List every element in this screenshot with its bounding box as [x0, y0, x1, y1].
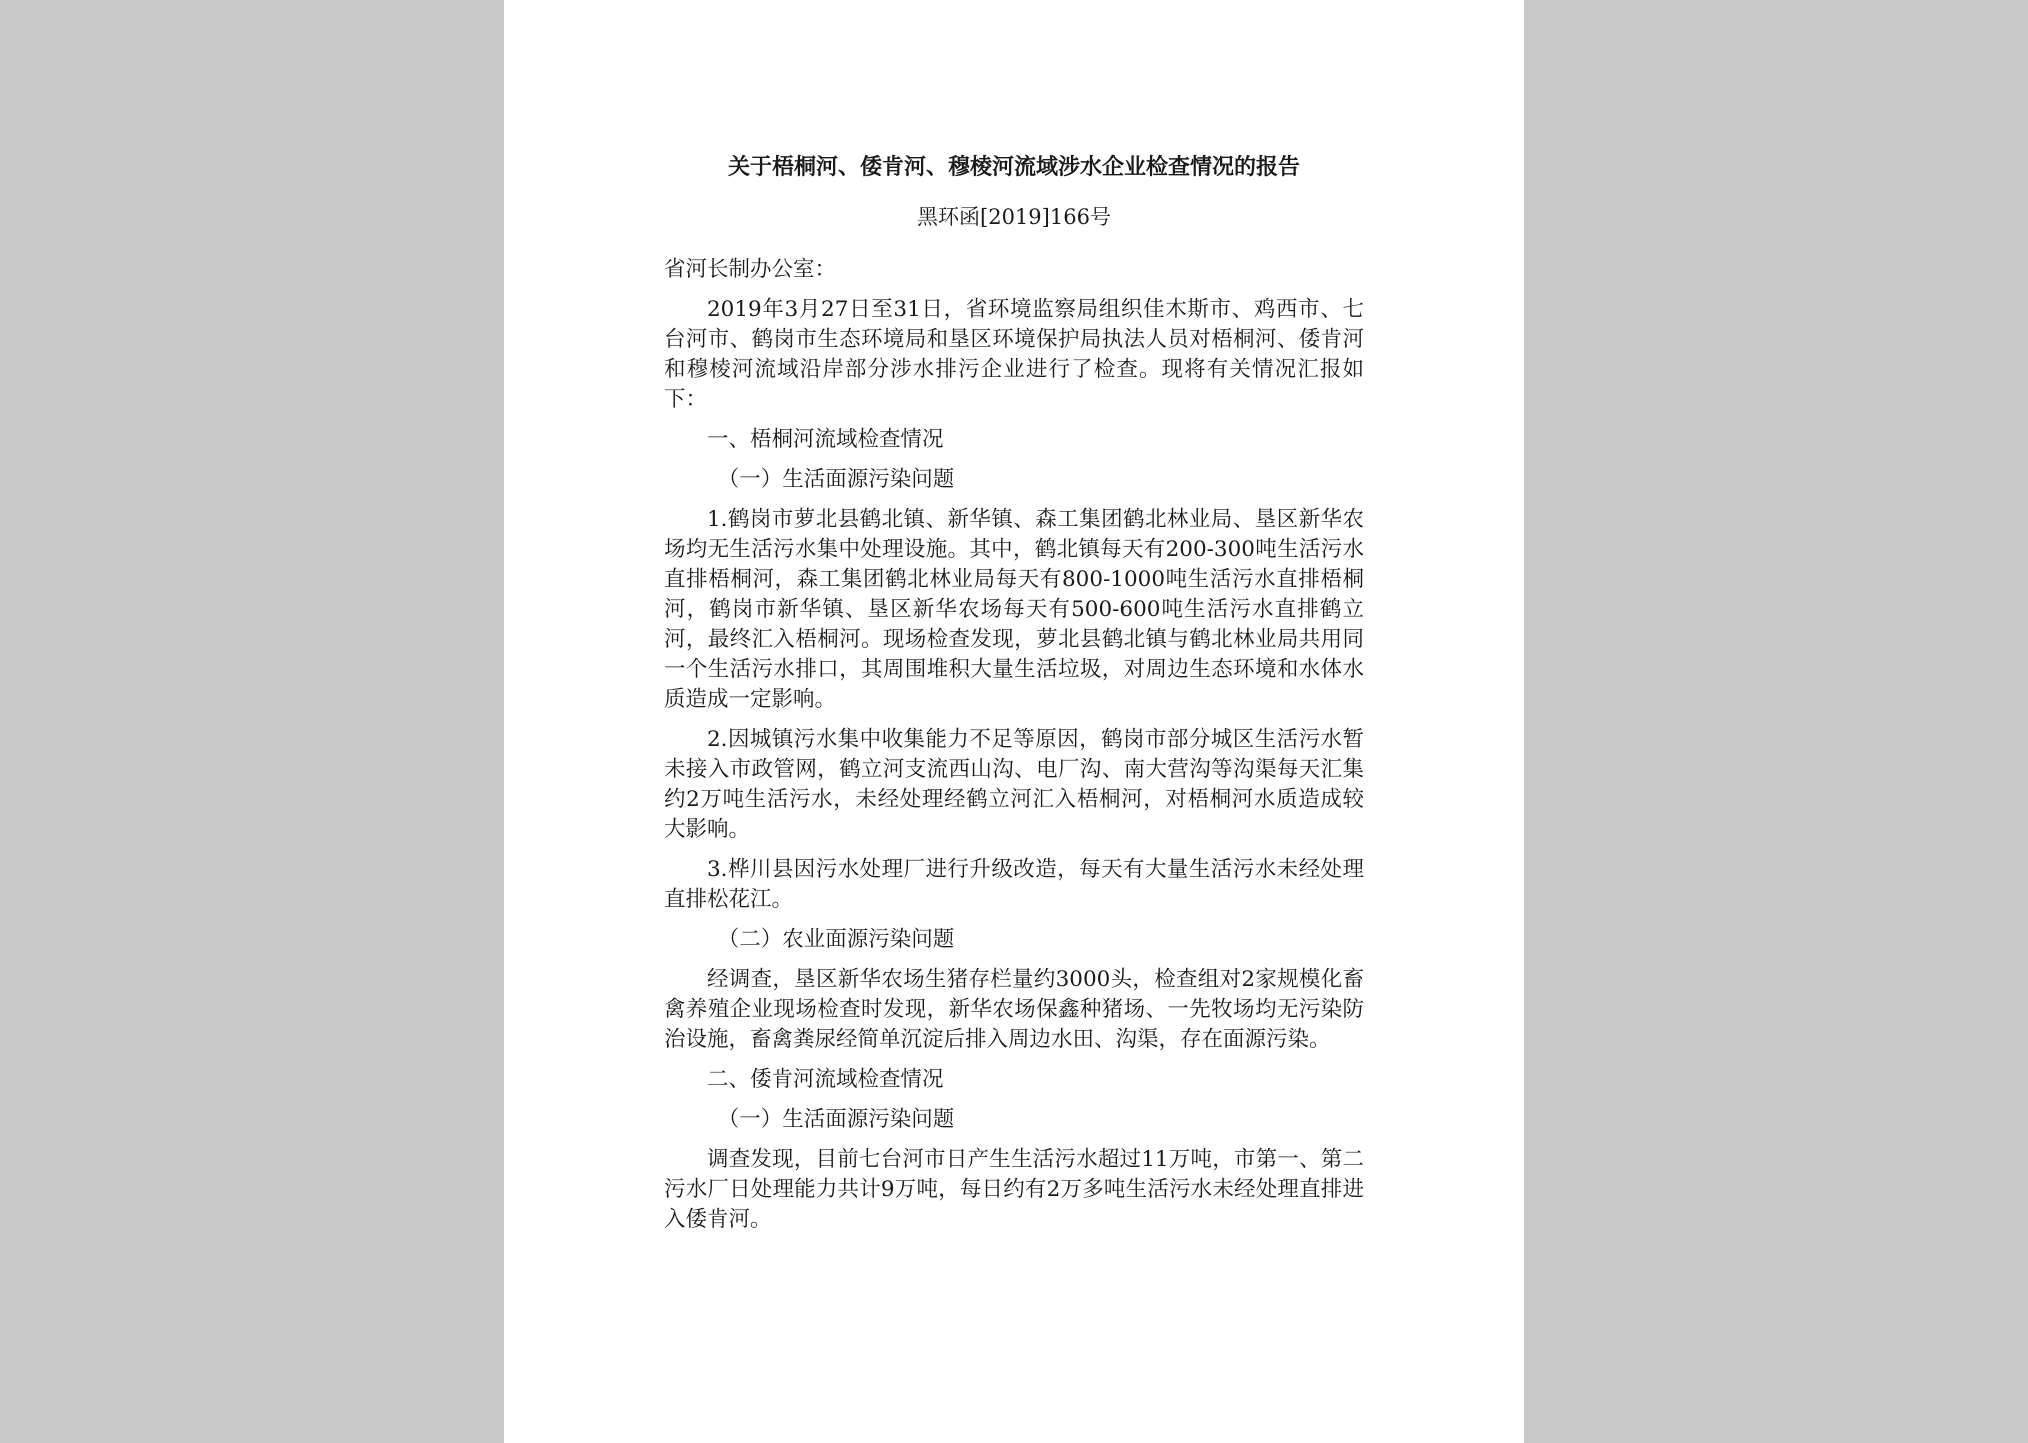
paragraph: 经调查，垦区新华农场生猪存栏量约3000头，检查组对2家规模化畜禽养殖企业现场检查时发现，新华农场保鑫种猪场、一先牧场均无污染防治设施，畜禽粪尿经简单沉淀后排入周边水田、沟渠，存在面源污染。 [664, 967, 1364, 1052]
document-number: 黑环函[2019]166号 [917, 205, 1111, 229]
subsection-heading-1-2: （二）农业面源污染问题 [717, 927, 955, 952]
salutation: 省河长制办公室： [664, 257, 837, 282]
subsection-heading-2-1: （一）生活面源污染问题 [717, 1107, 955, 1132]
document-page[interactable] [504, 0, 1524, 1443]
subsection-heading-1-1: （一）生活面源污染问题 [717, 467, 955, 492]
section-heading-2: 二、倭肯河流域检查情况 [707, 1067, 944, 1092]
intro-paragraph: 2019年3月27日至31日，省环境监察局组织佳木斯市、鸡西市、七台河市、鹤岗市生态环境局和垦区环境保护局执法人员对梧桐河、倭肯河和穆棱河流域沿岸部分涉水排污企业进行了检查。现将有关情况汇报如下： [664, 297, 1364, 412]
paragraph: 调查发现，目前七台河市日产生生活污水超过11万吨，市第一、第二污水厂日处理能力共计9万吨，每日约有2万多吨生活污水未经处理直排进入倭肯河。 [664, 1147, 1364, 1232]
paragraph: 1.鹤岗市萝北县鹤北镇、新华镇、森工集团鹤北林业局、垦区新华农场均无生活污水集中处理设施。其中，鹤北镇每天有200-300吨生活污水直排梧桐河，森工集团鹤北林业局每天有800-1000吨生活污水直排梧桐河，鹤岗市新华镇、垦区新华农场每天有500-600吨生活污水直排鹤立河，最终汇入梧桐河。现场检查发现，萝北县鹤北镇与鹤北林业局共用同一个生活污水排口，其周围堆积大量生活垃圾，对周边生态环境和水体水质造成一定影响。 [664, 507, 1364, 712]
section-heading-1: 一、梧桐河流域检查情况 [707, 427, 944, 452]
document-title: 关于梧桐河、倭肯河、穆棱河流域涉水企业检查情况的报告 [727, 154, 1300, 180]
paragraph: 3.桦川县因污水处理厂进行升级改造，每天有大量生活污水未经处理直排松花江。 [664, 857, 1364, 912]
paragraph: 2.因城镇污水集中收集能力不足等原因，鹤岗市部分城区生活污水暂未接入市政管网，鹤立河支流西山沟、电厂沟、南大营沟等沟渠每天汇集约2万吨生活污水，未经处理经鹤立河汇入梧桐河，对梧桐河水质造成较大影响。 [664, 727, 1364, 842]
